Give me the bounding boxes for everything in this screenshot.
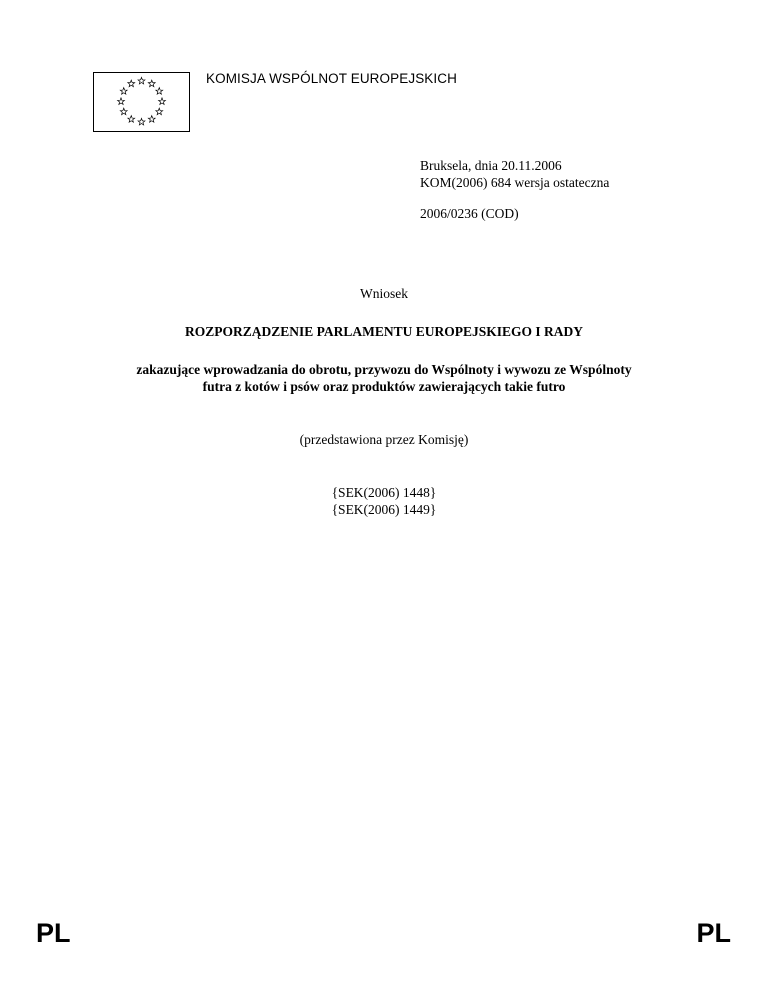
star-icon	[120, 108, 127, 115]
eu-flag-stars-icon	[94, 73, 189, 131]
place-date: Bruksela, dnia 20.11.2006	[420, 158, 562, 173]
related-document: {SEK(2006) 1448}	[331, 485, 437, 500]
document-reference: KOM(2006) 684 wersja ostateczna	[420, 175, 610, 190]
document-origin: (przedstawiona przez Komisję)	[299, 432, 469, 447]
procedure-number: 2006/0236 (COD)	[420, 206, 519, 221]
document-title: ROZPORZĄDZENIE PARLAMENTU EUROPEJSKIEGO I RADY	[184, 324, 584, 339]
star-icon	[148, 116, 155, 123]
star-icon	[118, 98, 125, 105]
subtitle-line: futra z kotów i psów oraz produktów zawierających takie futro	[202, 379, 566, 394]
star-icon	[120, 88, 127, 95]
star-icon	[128, 116, 135, 123]
language-code-left: PL	[36, 918, 71, 948]
language-code-right: PL	[696, 918, 731, 948]
star-icon	[159, 98, 166, 105]
document-subtitle	[0, 361, 768, 395]
star-icon	[138, 77, 145, 84]
document-type: Wniosek	[360, 286, 408, 301]
star-icon	[128, 80, 135, 87]
star-icon	[156, 88, 163, 95]
subtitle-line: zakazujące wprowadzania do obrotu, przywozu do Wspólnoty i wywozu ze Wspólnoty	[136, 362, 632, 377]
star-icon	[156, 108, 163, 115]
related-document: {SEK(2006) 1449}	[331, 502, 437, 517]
institution-name: KOMISJA WSPÓLNOT EUROPEJSKICH	[206, 71, 457, 86]
star-icon	[138, 118, 145, 125]
related-documents	[0, 484, 768, 518]
eu-flag-logo	[93, 72, 190, 132]
star-icon	[148, 80, 155, 87]
